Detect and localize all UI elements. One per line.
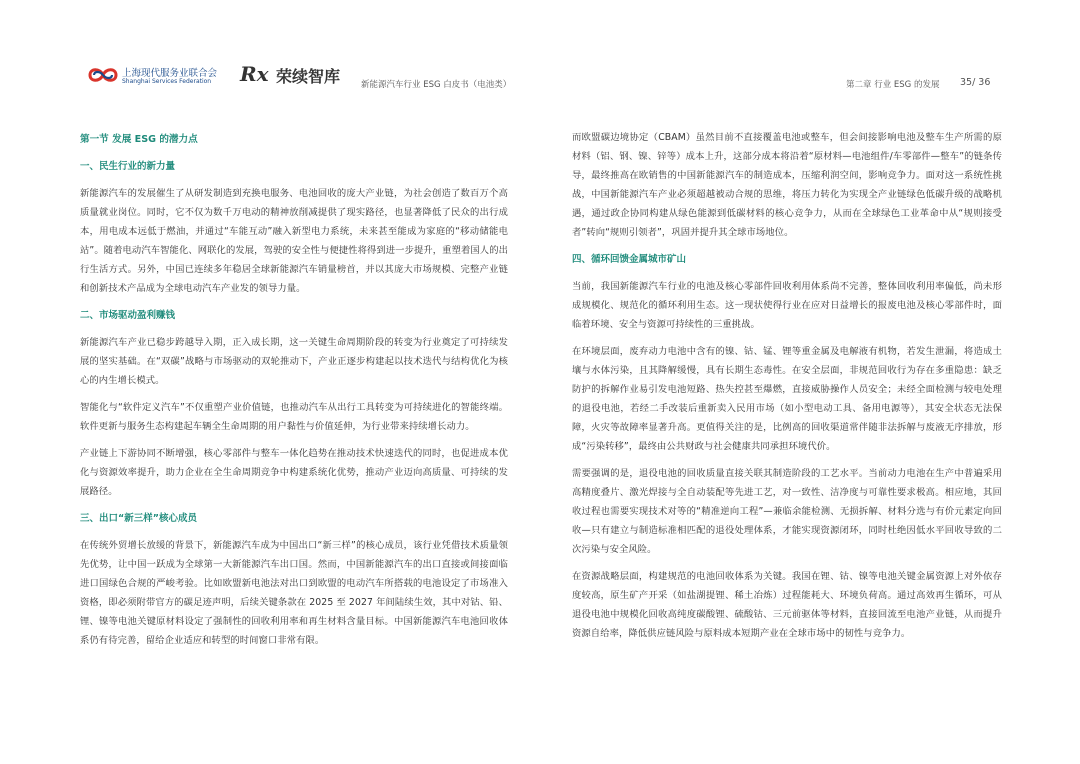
paragraph: 产业链上下游协同不断增强，核心零部件与整车一体化趋势在推动技术快速迭代的同时，也促进成本优化与资源效率提升，助力企业在全生命周期竞争中构建系统化优势，推动产业迈向高质量、可持续的发展路径。 [80,448,508,497]
rx-logo-icon: Rx [240,62,269,86]
paragraph: 在资源战略层面，构建规范的电池回收体系为关键。我国在锂、钴、镍等电池关键金属资源上对外依存度较高，原生矿产开采（如盐湖提锂、稀土冶炼）过程能耗大、环境负荷高。通过高效再生循环，可从退役电池中规模化回收高纯度碳酸锂、硫酸钴、三元前驱体等材料，直接回流至电池产业链，从而提升资源自给率，降低供应链风险与原料成本短期产业在全球市场中的韧性与竞争力。 [572,571,1002,639]
right-column [572,128,1002,651]
section-title: 第一节 发展 ESG 的潜力点 [80,134,198,145]
paragraph: 而欧盟碳边境协定（CBAM）虽然目前不直接覆盖电池或整车，但会间接影响电池及整车生产所需的原材料（铝、钢、镍、锌等）成本上升，这部分成本将沿着“原材料—电池组件/车零部件—整车”的链条传导，最终推高在欧销售的中国新能源汽车的制造成本，压缩利润空间，影响竞争力。面对这一系统性挑战，中国新能源汽车产业必须超越被动合规的思维，将压力转化为实现全产业链绿色低碳升级的战略机遇，通过政企协同构建从绿色能源到低碳材料的核心竞争力，从而在全球绿色工业革命中从“规则接受者”转向“规则引领者”，巩固并提升其全球市场地位。 [572,132,1002,238]
page-header [0,0,1080,110]
paragraph: 在传统外贸增长放缓的背景下，新能源汽车成为中国出口“新三样”的核心成员，该行业凭借技术质量领先优势，让中国一跃成为全球第一大新能源汽车出口国。然而，中国新能源汽车的出口直接或间接面临进口国绿色合规的严峻考验。比如欧盟新电池法对出口到欧盟的电动汽车所搭载的电池设定了市场准入资格，即必须附带官方的碳足迹声明，后续关键条款在 2025 至 2027 年间陆续生效，其中对钴、铅、锂、镍等电池关键原材料设定了强制性的回收利用率和再生材料含量目标。中国新能源汽车电池回收体系仍有待完善，留给企业适应和转型的时间窗口非常有限。 [80,540,508,646]
paragraph: 新能源汽车的发展催生了从研发制造到充换电服务、电池回收的庞大产业链，为社会创造了数百万个高质量就业岗位。同时，它不仅为数千万电动的精神放削减提供了现实路径，也显著降低了民众的出行成本，用电成本远低于燃油，并通过“车能互动”融入新型电力系统，未来甚至能成为家庭的“移动储能电站”。随着电动汽车智能化、网联化的发展，驾驶的安全性与便捷性将得到进一步提升，重塑着国人的出行生活方式。另外，中国已连续多年稳居全球新能源汽车销量榜首，并以其庞大市场规模、完整产业链和创新技术产品成为全球电动汽车产业发的领导力量。 [80,188,508,294]
subsection-heading-4: 四、循环回馈金属城市矿山 [572,254,687,265]
subsection-heading-1: 一、民生行业的新力量 [80,161,176,172]
book-title: 新能源汽车行业 ESG 白皮书（电池类） [361,80,512,90]
brand-name: 荣续智库 [276,67,341,86]
paragraph: 需要强调的是，退役电池的回收质量直接关联其制造阶段的工艺水平。当前动力电池在生产中普遍采用高精度叠片、激光焊接与全自动装配等先进工艺，对一致性、洁净度与可靠性要求极高。相应地，其回收过程也需要实现技术对等的“精准逆向工程”—兼临余能检测、无损拆解、材料分选与有价元素定向回收—只有建立与制造标准相匹配的退役处理体系，才能实现资源闭环，同时杜绝因低水平回收导致的二次污染与安全风险。 [572,468,1002,555]
paragraph: 新能源汽车产业已稳步跨越导入期，正入成长期，这一关键生命周期阶段的转变为行业奠定了可持续发展的坚实基础。在“双碳”战略与市场驱动的双轮推动下，产业正逐步构建起以技术迭代与结构优化为核心的内生增长模式。 [80,337,508,386]
left-column [80,130,508,658]
page-number: 35/ 36 [960,77,991,88]
paragraph: 智能化与“软件定义汽车”不仅重塑产业价值链，也推动汽车从出行工具转变为可持续进化的智能终端。软件更新与服务生态构建起车辆全生命周期的用户黏性与价值延伸，为行业带来持续增长动力。 [80,402,508,432]
chapter-title: 第二章 行业 ESG 的发展 [846,80,940,90]
federation-name: 上海现代服务业联合会 [122,68,218,79]
federation-english-name: Shanghai Services Federation [122,78,212,85]
federation-logo-icon [86,64,120,86]
subsection-heading-2: 二、市场驱动盈利赚钱 [80,310,176,321]
subsection-heading-3: 三、出口“新三样”核心成员 [80,513,197,524]
paragraph: 当前，我国新能源汽车行业的电池及核心零部件回收利用体系尚不完善，整体回收利用率偏低，尚未形成规模化、规范化的循环利用生态。这一现状使得行业在应对日益增长的报废电池及核心零部件时，面临着环境、安全与资源可持续性的三重挑战。 [572,281,1002,330]
paragraph: 在环境层面，废弃动力电池中含有的镍、钴、锰、锂等重金属及电解液有机物，若发生泄漏，将造成土壤与水体污染，且其降解缓慢，具有长期生态毒性。在安全层面，非规范回收行为存在多重隐患：缺乏防护的拆解作业易引发电池短路、热失控甚至爆燃，直接威胁操作人员安全；未经全面检测与较电处理的退役电池，若经二手改装后重新卖入民用市场（如小型电动工具、备用电源等），其安全状态无法保障，火灾等故障率显著升高。更值得关注的是，比例高的回收渠道常伴随非法拆解与废液无序排放，形成“污染转移”，最终由公共财政与社会健康共同承担环境代价。 [572,346,1002,452]
